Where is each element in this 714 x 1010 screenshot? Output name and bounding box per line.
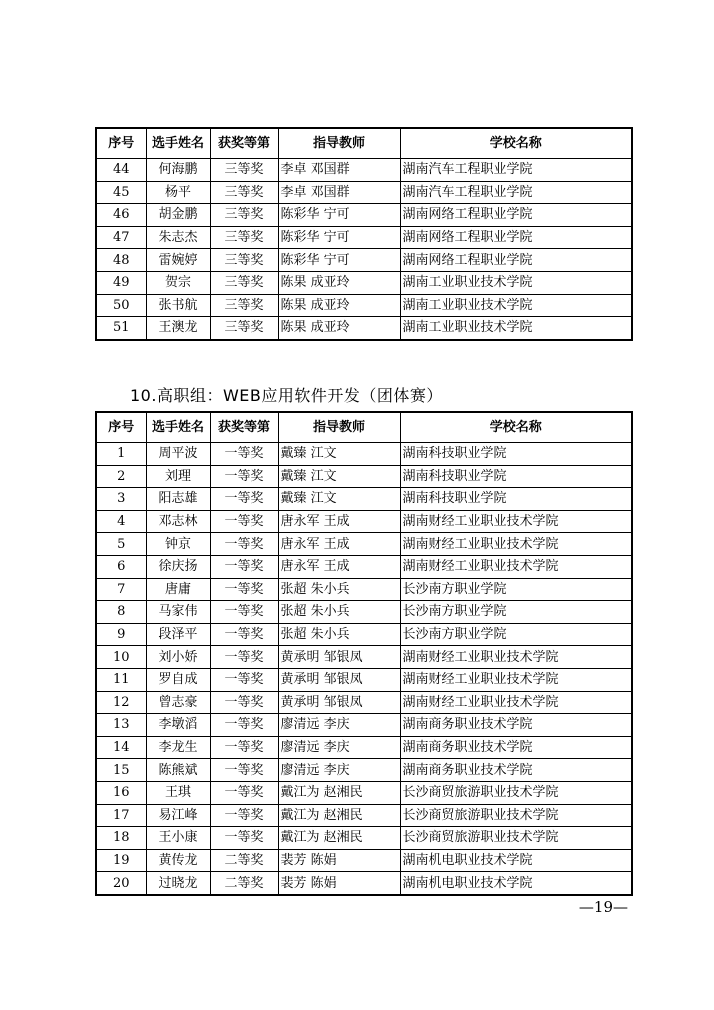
cell-award: 一等奖: [210, 781, 278, 804]
cell-contestant: 刘理: [146, 465, 210, 488]
header-contestant: 选手姓名: [146, 412, 210, 443]
cell-school: 湖南科技职业学院: [400, 465, 632, 488]
cell-award: 一等奖: [210, 443, 278, 466]
header-number: 序号: [96, 412, 146, 443]
cell-number: 12: [96, 691, 146, 714]
cell-instructor: 陈果 成亚玲: [278, 317, 400, 340]
table-row: [96, 872, 632, 895]
cell-school: 湖南工业职业技术学院: [400, 317, 632, 340]
cell-number: 8: [96, 601, 146, 624]
page-number: —19—: [578, 898, 628, 916]
cell-number: 2: [96, 465, 146, 488]
cell-award: 一等奖: [210, 759, 278, 782]
cell-number: 17: [96, 804, 146, 827]
cell-school: 长沙南方职业学院: [400, 623, 632, 646]
cell-contestant: 胡金鹏: [146, 204, 210, 227]
cell-contestant: 王小康: [146, 827, 210, 850]
table-row: [96, 827, 632, 850]
header-instructor: 指导教师: [278, 128, 400, 159]
cell-award: 一等奖: [210, 465, 278, 488]
cell-instructor: 陈果 成亚玲: [278, 271, 400, 294]
cell-number: 16: [96, 781, 146, 804]
table-row: [96, 849, 632, 872]
cell-award: 二等奖: [210, 849, 278, 872]
cell-contestant: 何海鹏: [146, 159, 210, 182]
cell-school: 湖南财经工业职业技术学院: [400, 691, 632, 714]
table-row: [96, 714, 632, 737]
cell-instructor: 戴江为 赵湘民: [278, 804, 400, 827]
cell-award: 三等奖: [210, 294, 278, 317]
cell-instructor: 戴江为 赵湘民: [278, 827, 400, 850]
cell-number: 14: [96, 736, 146, 759]
table-header-row: [96, 128, 632, 159]
cell-contestant: 刘小娇: [146, 646, 210, 669]
cell-number: 44: [96, 159, 146, 182]
cell-number: 5: [96, 533, 146, 556]
cell-school: 湖南机电职业技术学院: [400, 849, 632, 872]
cell-award: 三等奖: [210, 249, 278, 272]
table-body: [96, 159, 632, 340]
table-row: [96, 510, 632, 533]
cell-school: 湖南汽车工程职业学院: [400, 159, 632, 182]
cell-number: 4: [96, 510, 146, 533]
cell-contestant: 黄传龙: [146, 849, 210, 872]
cell-instructor: 唐永军 王成: [278, 533, 400, 556]
table-row: [96, 181, 632, 204]
cell-number: 46: [96, 204, 146, 227]
cell-school: 湖南财经工业职业技术学院: [400, 510, 632, 533]
table-row: [96, 736, 632, 759]
cell-award: 一等奖: [210, 804, 278, 827]
cell-instructor: 廖清远 李庆: [278, 736, 400, 759]
cell-school: 湖南财经工业职业技术学院: [400, 668, 632, 691]
cell-contestant: 钟京: [146, 533, 210, 556]
cell-number: 3: [96, 488, 146, 511]
cell-contestant: 杨平: [146, 181, 210, 204]
cell-number: 48: [96, 249, 146, 272]
cell-award: 三等奖: [210, 271, 278, 294]
cell-number: 10: [96, 646, 146, 669]
cell-school: 湖南商务职业技术学院: [400, 736, 632, 759]
table-row: [96, 488, 632, 511]
table-row: [96, 623, 632, 646]
cell-contestant: 朱志杰: [146, 226, 210, 249]
cell-contestant: 马家伟: [146, 601, 210, 624]
cell-instructor: 裴芳 陈娟: [278, 872, 400, 895]
cell-instructor: 戴臻 江文: [278, 488, 400, 511]
cell-school: 湖南财经工业职业技术学院: [400, 555, 632, 578]
cell-contestant: 周平波: [146, 443, 210, 466]
cell-instructor: 唐永军 王成: [278, 510, 400, 533]
cell-number: 50: [96, 294, 146, 317]
cell-instructor: 张超 朱小兵: [278, 623, 400, 646]
cell-instructor: 陈彩华 宁可: [278, 226, 400, 249]
cell-school: 湖南商务职业技术学院: [400, 759, 632, 782]
cell-contestant: 段泽平: [146, 623, 210, 646]
cell-instructor: 黄承明 邹银凤: [278, 646, 400, 669]
cell-contestant: 王琪: [146, 781, 210, 804]
cell-award: 二等奖: [210, 872, 278, 895]
cell-award: 一等奖: [210, 736, 278, 759]
cell-school: 湖南机电职业技术学院: [400, 872, 632, 895]
cell-instructor: 廖清远 李庆: [278, 714, 400, 737]
header-school: 学校名称: [400, 412, 632, 443]
cell-number: 18: [96, 827, 146, 850]
table-row: [96, 204, 632, 227]
table-row: [96, 759, 632, 782]
cell-school: 长沙商贸旅游职业技术学院: [400, 827, 632, 850]
cell-award: 一等奖: [210, 827, 278, 850]
cell-instructor: 陈彩华 宁可: [278, 249, 400, 272]
cell-instructor: 陈彩华 宁可: [278, 204, 400, 227]
cell-school: 湖南财经工业职业技术学院: [400, 646, 632, 669]
cell-number: 11: [96, 668, 146, 691]
cell-instructor: 李卓 邓国群: [278, 159, 400, 182]
header-instructor: 指导教师: [278, 412, 400, 443]
cell-contestant: 王澳龙: [146, 317, 210, 340]
cell-school: 长沙商贸旅游职业技术学院: [400, 804, 632, 827]
cell-instructor: 张超 朱小兵: [278, 601, 400, 624]
table-row: [96, 317, 632, 340]
cell-award: 一等奖: [210, 691, 278, 714]
cell-number: 13: [96, 714, 146, 737]
cell-instructor: 张超 朱小兵: [278, 578, 400, 601]
cell-award: 一等奖: [210, 623, 278, 646]
table-row: [96, 249, 632, 272]
cell-contestant: 李墩滔: [146, 714, 210, 737]
cell-contestant: 易江峰: [146, 804, 210, 827]
cell-award: 一等奖: [210, 668, 278, 691]
table-row: [96, 781, 632, 804]
cell-number: 1: [96, 443, 146, 466]
cell-contestant: 过晓龙: [146, 872, 210, 895]
table-row: [96, 555, 632, 578]
header-number: 序号: [96, 128, 146, 159]
cell-contestant: 雷婉婷: [146, 249, 210, 272]
cell-contestant: 张书航: [146, 294, 210, 317]
cell-contestant: 曾志豪: [146, 691, 210, 714]
cell-number: 49: [96, 271, 146, 294]
cell-award: 一等奖: [210, 533, 278, 556]
cell-school: 湖南科技职业学院: [400, 443, 632, 466]
cell-award: 一等奖: [210, 510, 278, 533]
cell-instructor: 李卓 邓国群: [278, 181, 400, 204]
cell-contestant: 邓志林: [146, 510, 210, 533]
cell-instructor: 唐永军 王成: [278, 555, 400, 578]
header-contestant: 选手姓名: [146, 128, 210, 159]
cell-number: 15: [96, 759, 146, 782]
cell-school: 湖南商务职业技术学院: [400, 714, 632, 737]
cell-school: 湖南网络工程职业学院: [400, 204, 632, 227]
cell-number: 45: [96, 181, 146, 204]
table-row: [96, 226, 632, 249]
cell-award: 三等奖: [210, 226, 278, 249]
cell-award: 一等奖: [210, 601, 278, 624]
table-row: [96, 294, 632, 317]
table-body: [96, 443, 632, 895]
cell-school: 湖南工业职业技术学院: [400, 271, 632, 294]
cell-award: 一等奖: [210, 488, 278, 511]
cell-number: 20: [96, 872, 146, 895]
table-row: [96, 691, 632, 714]
cell-award: 三等奖: [210, 204, 278, 227]
cell-instructor: 戴臻 江文: [278, 465, 400, 488]
cell-contestant: 罗自成: [146, 668, 210, 691]
header-school: 学校名称: [400, 128, 632, 159]
table-row: [96, 533, 632, 556]
cell-award: 三等奖: [210, 317, 278, 340]
table-row: [96, 668, 632, 691]
cell-contestant: 陈熊斌: [146, 759, 210, 782]
cell-instructor: 廖清远 李庆: [278, 759, 400, 782]
table-row: [96, 804, 632, 827]
cell-school: 湖南工业职业技术学院: [400, 294, 632, 317]
cell-number: 19: [96, 849, 146, 872]
cell-school: 长沙南方职业学院: [400, 601, 632, 624]
cell-contestant: 阳志雄: [146, 488, 210, 511]
cell-school: 湖南网络工程职业学院: [400, 226, 632, 249]
cell-school: 湖南汽车工程职业学院: [400, 181, 632, 204]
cell-number: 7: [96, 578, 146, 601]
cell-contestant: 唐庸: [146, 578, 210, 601]
cell-instructor: 裴芳 陈娟: [278, 849, 400, 872]
cell-school: 湖南网络工程职业学院: [400, 249, 632, 272]
table-row: [96, 159, 632, 182]
table-row: [96, 646, 632, 669]
cell-number: 6: [96, 555, 146, 578]
cell-school: 湖南财经工业职业技术学院: [400, 533, 632, 556]
cell-award: 三等奖: [210, 159, 278, 182]
cell-instructor: 陈果 成亚玲: [278, 294, 400, 317]
cell-award: 三等奖: [210, 181, 278, 204]
cell-award: 一等奖: [210, 555, 278, 578]
cell-award: 一等奖: [210, 646, 278, 669]
cell-contestant: 徐庆扬: [146, 555, 210, 578]
cell-award: 一等奖: [210, 714, 278, 737]
header-award: 获奖等第: [210, 412, 278, 443]
header-award: 获奖等第: [210, 128, 278, 159]
table-row: [96, 443, 632, 466]
cell-instructor: 戴江为 赵湘民: [278, 781, 400, 804]
table-header-row: [96, 412, 632, 443]
cell-instructor: 戴臻 江文: [278, 443, 400, 466]
section-title: 10.高职组：WEB应用软件开发（团体赛）: [130, 386, 443, 405]
awards-table-continued: [95, 127, 633, 341]
cell-instructor: 黄承明 邹银凤: [278, 691, 400, 714]
table-row: [96, 465, 632, 488]
cell-contestant: 贺宗: [146, 271, 210, 294]
cell-contestant: 李龙生: [146, 736, 210, 759]
cell-school: 湖南科技职业学院: [400, 488, 632, 511]
awards-table-web-dev: [95, 411, 633, 896]
cell-number: 9: [96, 623, 146, 646]
cell-number: 51: [96, 317, 146, 340]
cell-instructor: 黄承明 邹银凤: [278, 668, 400, 691]
table-row: [96, 271, 632, 294]
table-row: [96, 578, 632, 601]
cell-number: 47: [96, 226, 146, 249]
table-row: [96, 601, 632, 624]
cell-award: 一等奖: [210, 578, 278, 601]
cell-school: 长沙商贸旅游职业技术学院: [400, 781, 632, 804]
cell-school: 长沙南方职业学院: [400, 578, 632, 601]
